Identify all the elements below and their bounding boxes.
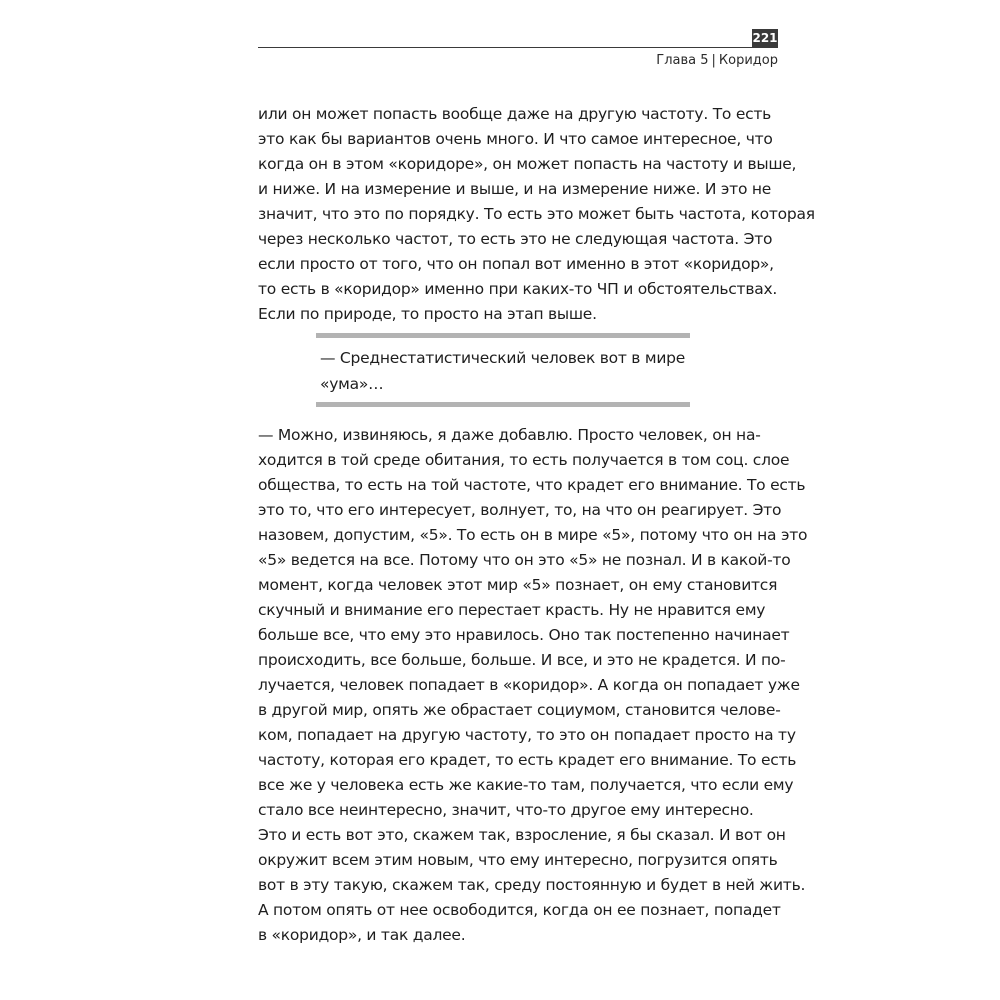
text-line: то есть в «коридор» именно при каких-то ЧП и обстоятельствах. <box>258 280 778 298</box>
text-line: когда он в этом «коридоре», он может попасть на частоту и выше, <box>258 155 797 173</box>
text-line: общества, то есть на той частоте, что крадет его внимание. То есть <box>258 476 806 494</box>
text-line: ком, попадает на другую частоту, то это он попадает просто на ту <box>258 726 796 744</box>
text-line: в другой мир, опять же обрастает социумом, становится челове- <box>258 701 781 719</box>
text-line: это то, что его интересует, волнует, то, на что он реагирует. Это <box>258 501 782 519</box>
text-line: значит, что это по порядку. То есть это может быть частота, которая <box>258 205 815 223</box>
text-line: ходится в той среде обитания, то есть получается в том соц. слое <box>258 451 790 469</box>
text-line: частоту, которая его крадет, то есть крадет его внимание. То есть <box>258 751 797 769</box>
text-line: «5» ведется на все. Потому что он это «5» не познал. И в какой-то <box>258 551 791 569</box>
text-line: А потом опять от нее освободится, когда он ее познает, попадет <box>258 901 781 919</box>
page-number: 221 <box>752 29 778 48</box>
running-head <box>656 53 778 69</box>
running-head-separator: | <box>711 53 716 68</box>
text-line: лучается, человек попадает в «коридор». А когда он попадает уже <box>258 676 800 694</box>
question-rule-bottom <box>316 402 690 407</box>
text-line: это как бы вариантов очень много. И что самое интересное, что <box>258 130 773 148</box>
text-line: Это и есть вот это, скажем так, взросление, я бы сказал. И вот он <box>258 826 786 844</box>
text-line: назовем, допустим, «5». То есть он в мире «5», потому что он на это <box>258 526 808 544</box>
chapter-title: Коридор <box>718 53 778 68</box>
text-line: и ниже. И на измерение и выше, и на измерение ниже. И это не <box>258 180 772 198</box>
text-line: — Можно, извиняюсь, я даже добавлю. Просто человек, он на- <box>258 426 761 444</box>
text-line: окружит всем этим новым, что ему интересно, погрузится опять <box>258 851 778 869</box>
text-line: больше все, что ему это нравилось. Оно так постепенно начинает <box>258 626 790 644</box>
text-line: все же у человека есть же какие-то там, получается, что если ему <box>258 776 794 794</box>
question-rule-top <box>316 333 690 338</box>
question-line: «ума»… <box>320 375 384 393</box>
text-line: в «коридор», и так далее. <box>258 926 466 944</box>
text-line: скучный и внимание его перестает красть. Ну не нравится ему <box>258 601 766 619</box>
text-line: если просто от того, что он попал вот именно в этот «коридор», <box>258 255 774 273</box>
text-line: стало все неинтересно, значит, что-то другое ему интересно. <box>258 801 754 819</box>
question-line: — Среднестатистический человек вот в мире <box>320 349 686 367</box>
chapter-label: Глава 5 <box>656 53 709 68</box>
text-line: вот в эту такую, скажем так, среду постоянную и будет в ней жить. <box>258 876 806 894</box>
header-rule <box>258 47 778 48</box>
text-line: момент, когда человек этот мир «5» познает, он ему становится <box>258 576 778 594</box>
text-line: или он может попасть вообще даже на другую частоту. То есть <box>258 105 772 123</box>
text-line: через несколько частот, то есть это не следующая частота. Это <box>258 230 773 248</box>
text-line: Если по природе, то просто на этап выше. <box>258 305 597 323</box>
text-line: происходить, все больше, больше. И все, и это не крадется. И по- <box>258 651 786 669</box>
